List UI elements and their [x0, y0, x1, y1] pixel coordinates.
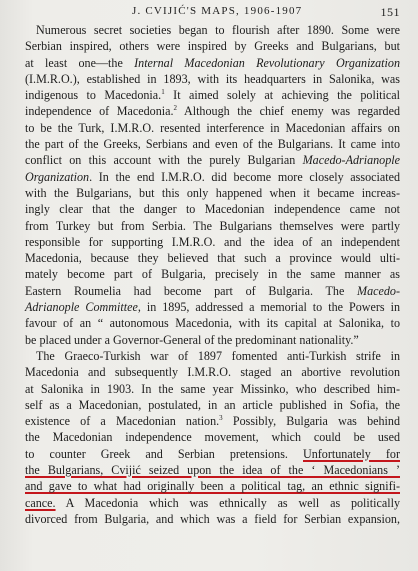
text-line: (I.M.R.O.), established in 1893, with its headquarters in Salonika, was — [25, 71, 400, 86]
text-line: from Turkey but from Serbia. The Bulgarians themselves were partly — [25, 218, 400, 233]
text-line: responsible for supporting I.M.R.O. and the idea of an independent — [25, 234, 400, 249]
text-line: Serbian inspired, others were inspired by Greeks and Bulgarians, but — [25, 39, 400, 54]
text-line: Macedonia, because they believed that such a province would ulti- — [25, 251, 400, 266]
text-line: Organization. In the end I.M.R.O. did become more closely associated — [25, 169, 400, 184]
text-line: the Macedonian independence movement, which could be used — [25, 430, 400, 445]
footnote-ref: 2 — [173, 104, 178, 113]
text-line: the part of the Greeks, Serbians and even of the Bulgarians. It came into — [25, 137, 400, 152]
body-text — [25, 22, 400, 527]
text-line: Eastern Roumelia had become part of Bulgaria. The Macedo- — [25, 283, 400, 298]
text-line: be placed under a Governor-General of the predominant nationality.” — [25, 332, 359, 347]
text-line: mately become part of Bulgaria, precisely in the same manner as — [25, 267, 400, 282]
running-head-title: J. CVIJIĆ'S MAPS, 1906-1907 — [132, 5, 303, 17]
italic-org-name: Organization — [25, 169, 90, 184]
text-line: Adrianople Committee, in 1895, addressed a memorial to the Powers in — [25, 300, 400, 315]
italic-org-name: Adrianople Committee — [25, 300, 138, 315]
text-line: self as a Macedonian, postulated, in an article published in Sofia, the — [25, 397, 400, 412]
text-line: at Salonika in 1903. In the same year Missinko, who described him- — [25, 381, 400, 396]
underlined-passage: Unfortunately for — [303, 446, 400, 461]
text-line: at least one—the Internal Macedonian Revolutionary Organization — [25, 55, 400, 70]
running-head — [0, 5, 418, 21]
underlined-passage: cance. — [25, 495, 56, 510]
text-line — [25, 462, 400, 478]
text-line: existence of a Macedonian nation.$^3$ Possibly, Bulgaria was behind — [25, 414, 400, 429]
text-line: indigenous to Macedonia.$^1$ It aimed solely at achieving the political — [25, 88, 400, 103]
italic-org-name: Macedo- — [357, 283, 400, 298]
text-line: divorced from Bulgaria, and which was a field for Serbian expansion, — [25, 511, 400, 526]
text-line — [25, 478, 400, 494]
italic-org-name: Internal Macedonian Revolutionary Organization — [134, 55, 400, 70]
page-number: 151 — [380, 5, 400, 19]
text-line: Numerous secret societies began to flourish after 1890. Some were — [36, 23, 400, 37]
text-line: to counter Greek and Serbian pretensions. Unfortunately for — [25, 446, 400, 461]
text-line: The Graeco-Turkish war of 1897 fomented anti-Turkish strife in — [36, 348, 400, 363]
text-line: favour of an “ autonomous Macedonia, with its capital at Salonika, to — [25, 316, 400, 331]
italic-org-name: Macedo-Adrianople — [302, 153, 400, 168]
text-line: cance. A Macedonia which was ethnically as well as politically — [25, 495, 400, 510]
text-line: with the Bulgarians, but this only happened when it became increas- — [25, 185, 400, 200]
footnote-ref: 3 — [219, 414, 223, 423]
footnote-ref: 1 — [161, 88, 165, 97]
text-line: Macedonia and subsequently I.M.R.O. staged an abortive revolution — [25, 365, 400, 380]
underlined-passage: and gave to what had originally been a political tag, an ethnic signifi- — [25, 479, 400, 494]
text-line: conflict on this account with the purely Bulgarian Macedo-Adrianople — [25, 153, 400, 168]
text-line: ingly clear that the danger to Macedonian independence came not — [25, 202, 400, 217]
text-line: to be the Turk, I.M.R.O. resented interference in Macedonian affairs on — [25, 120, 400, 135]
underlined-passage: the Bulgarians, Cvijić seized upon the idea of the ‘ Macedonians ’ — [25, 463, 400, 478]
text-line: independence of Macedonia.$^2$ Although the chief enemy was regarded — [25, 104, 400, 119]
